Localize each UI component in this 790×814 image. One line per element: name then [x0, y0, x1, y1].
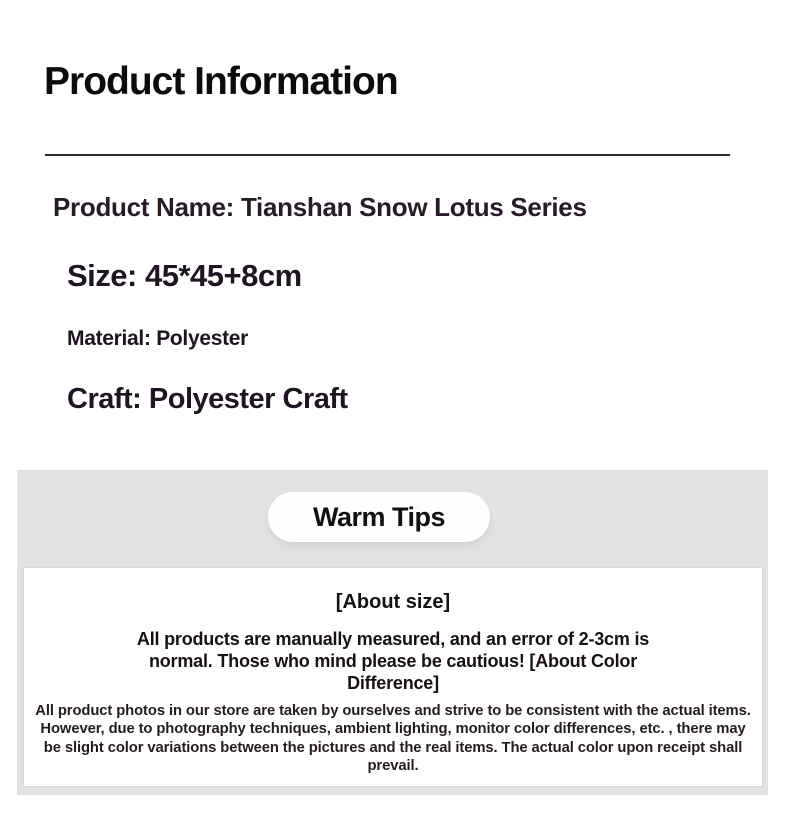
page-title: Product Information — [44, 60, 398, 103]
size-note-text: All products are manually measured, and an error of 2-3cm is normal. Those who mind please be cautious! [About Color Difference] — [136, 629, 650, 693]
product-name-line: Product Name: Tianshan Snow Lotus Series — [53, 192, 587, 222]
tips-panel — [23, 567, 763, 787]
color-difference-note-text: All product photos in our store are taken by ourselves and strive to be consistent with the actual items. However, due to photography techniques, ambient lighting, monitor color differences, etc. , there may be slight color variations between the pictures and the real items. The actual color upon receipt shall prevail. — [35, 703, 751, 775]
product-material-line: Material: Polyester — [67, 327, 249, 350]
warm-tips-badge — [268, 492, 490, 542]
about-size-heading: [About size] — [335, 591, 451, 613]
warm-tips-badge-label: Warm Tips — [312, 501, 446, 532]
product-size-line: Size: 45*45+8cm — [67, 258, 302, 293]
product-craft-line: Craft: Polyester Craft — [67, 383, 348, 415]
title-divider — [45, 154, 730, 156]
warm-tips-section — [17, 470, 768, 795]
